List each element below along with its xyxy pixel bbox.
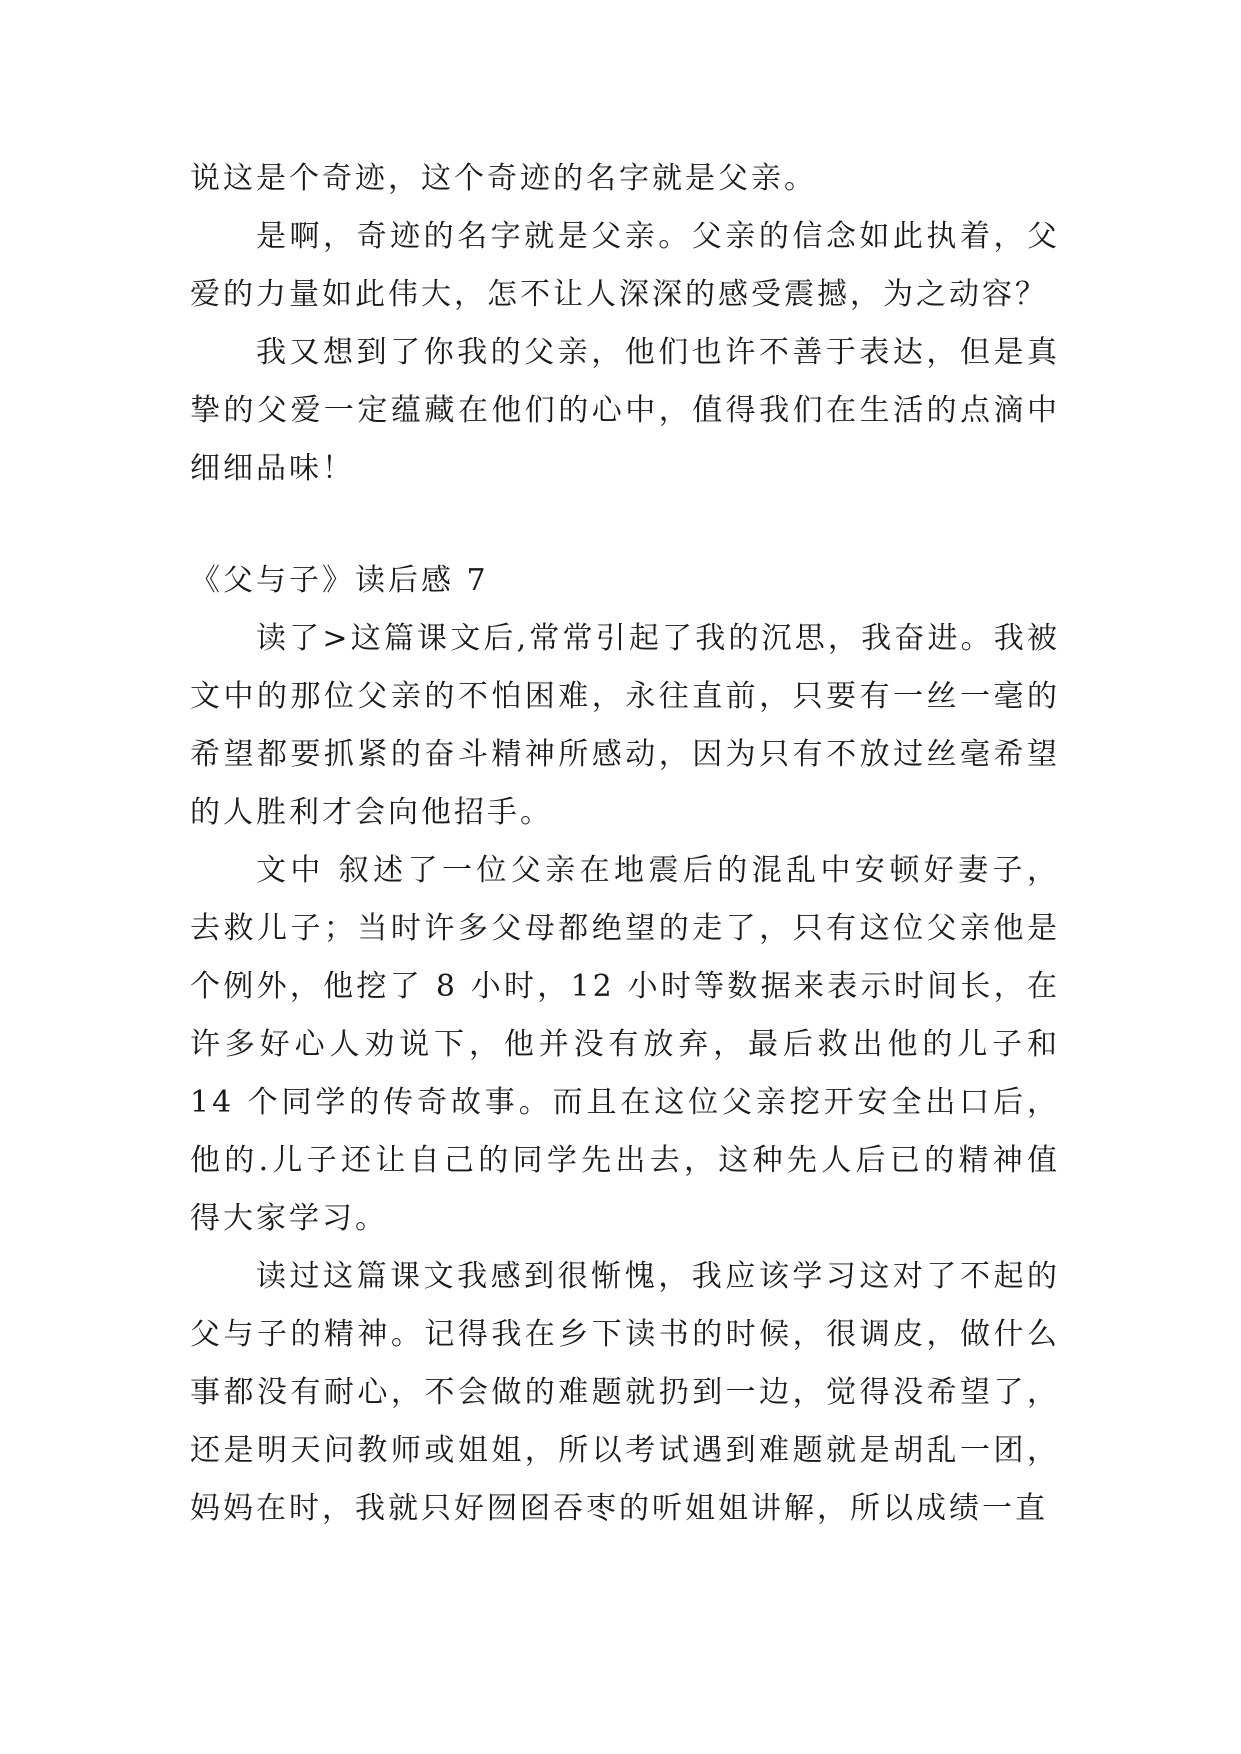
paragraph: 读过这篇课文我感到很惭愧，我应该学习这对了不起的父与子的精神。记得我在乡下读书的时候，很调皮，做什么事都没有耐心，不会做的难题就扔到一边，觉得没希望了，还是明天问教师或姐姐，所以考试遇到难题就是胡乱一团，妈妈在时，我就只好囫囵吞枣的听姐姐讲解，所以成绩一直 <box>190 1259 1060 1526</box>
section-title: 《父与子》读后感 7 <box>190 563 489 598</box>
paragraph: 文中 叙述了一位父亲在地震后的混乱中安顿好妻子，去救儿子；当时许多父母都绝望的走了，只有这位父亲他是个例外，他挖了 8 小时，12 小时等数据来表示时间长，在许多好心人劝说下，他并没有放弃，最后救出他的儿子和 14 个同学的传奇故事。而且在这位父亲挖开安全出口后，他的.儿子还让自己的同学先出去，这种先人后已的精神值得大家学习。 <box>190 853 1060 1236</box>
document-body <box>190 150 1060 1538</box>
paragraph: 是啊，奇迹的名字就是父亲。父亲的信念如此执着，父爱的力量如此伟大，怎不让人深深的感受震撼，为之动容？ <box>190 219 1060 312</box>
paragraph-continued: 说这是个奇迹，这个奇迹的名字就是父亲。 <box>190 161 817 196</box>
paragraph: 读了>这篇课文后,常常引起了我的沉思，我奋进。我被文中的那位父亲的不怕困难，永往直前，只要有一丝一毫的希望都要抓紧的奋斗精神所感动，因为只有不放过丝毫希望的人胜利才会向他招手。 <box>190 621 1060 830</box>
paragraph: 我又想到了你我的父亲，他们也许不善于表达，但是真挚的父爱一定蕴藏在他们的心中，值得我们在生活的点滴中细细品味！ <box>190 335 1060 486</box>
